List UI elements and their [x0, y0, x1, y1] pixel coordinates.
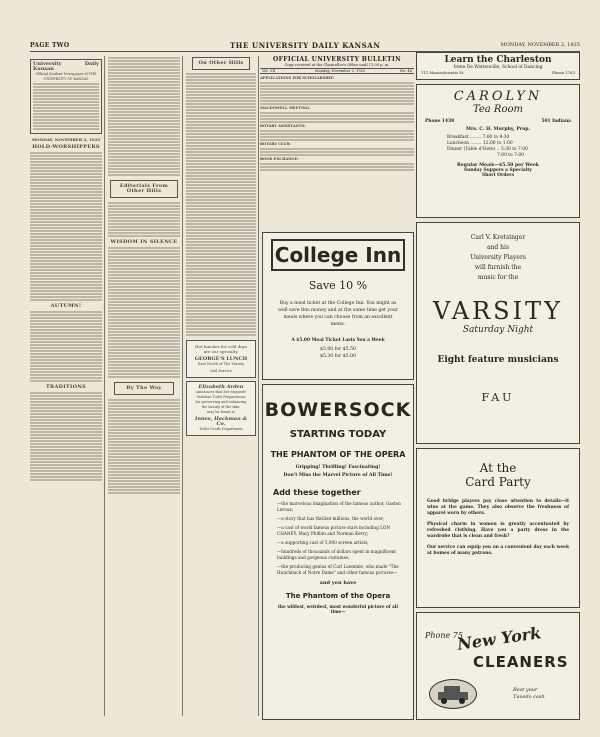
bulletin-notice-heading: ROTARY CLUB: — [260, 142, 291, 146]
ad-address: 711 Massachusetts St. — [421, 70, 465, 75]
ad-musicians: Eight feature musicians — [437, 355, 559, 365]
official-bulletin — [260, 56, 414, 230]
ad-line: may be found at — [207, 410, 235, 414]
section-heading-box — [192, 57, 250, 70]
ad-tagline: Rest your — [513, 687, 538, 693]
ad-closing: the wildest, weirdest, most wonderful picture of all time— — [278, 604, 398, 614]
ad-offer: Save 10 % — [308, 279, 368, 292]
ad-line: Toilet Goods Department — [199, 427, 243, 431]
masthead — [30, 40, 580, 52]
ad-short: Short Orders — [482, 173, 514, 178]
ad-name: GEORGE'S LUNCH — [194, 356, 248, 362]
ad-line: At the — [479, 461, 517, 475]
ad-new-york-cleaners — [416, 612, 580, 720]
cleaners-logo-icon — [429, 679, 477, 709]
ad-tag: FAU — [481, 391, 515, 404]
ad-line: and his — [486, 244, 510, 251]
ad-regular: Regular Meals—$5.50 per Week — [457, 163, 539, 168]
section-heading: On Other Hills — [198, 60, 244, 66]
ad-carolyn-tea-room — [416, 84, 580, 218]
ad-item: —the marvelous imagination of the famous author, Gaston Leroux; — [277, 501, 401, 512]
section-heading: Editorials From Other Hills — [119, 183, 169, 194]
ad-elizabeth-arden — [186, 381, 256, 436]
ad-ticket-line: A $5.00 Meal Ticket Lasts You a Week — [291, 338, 385, 343]
ad-body: Our service can equip you on a convenient day each week at homes of many patrons. — [427, 545, 569, 556]
ad-tagline: Gripping! Thrilling! Fascinating! — [295, 465, 381, 470]
ad-line: announces that her exquisite — [196, 390, 246, 394]
price-value: $5.00 — [342, 354, 356, 359]
meal-time: 7:00 to 7:00 — [497, 153, 524, 158]
car-icon — [430, 680, 476, 708]
meal-row: Breakfast ........ 7:00 to 8:30 — [447, 135, 510, 140]
ad-starting: STARTING TODAY — [289, 429, 387, 440]
ad-sunday: Sunday Suppers a Specialty — [463, 168, 532, 173]
ad-line: East North of The Varsity — [197, 362, 245, 366]
ad-name: Elizabeth Arden — [198, 384, 244, 390]
editorial-heading: AUTUMN! — [50, 303, 82, 309]
bulletin-no: No. 46 — [399, 69, 412, 73]
ad-miss: Don't Miss the Marvel Picture of All Time! — [283, 473, 393, 478]
ad-line: Owl Service — [210, 369, 232, 373]
paper-info-box — [30, 59, 102, 134]
ad-name: CAROLYN — [453, 89, 543, 104]
ad-brand: CLEANERS — [473, 653, 569, 671]
editorial-heading: WISDOM IN SILENCE — [110, 239, 178, 245]
ad-line: Venetian Toilet Preparations — [196, 395, 246, 399]
ad-name: BOWERSOCK — [264, 399, 412, 421]
meal-row — [447, 153, 579, 159]
bulletin-notice-heading: BOOK EXCHANGE: — [260, 157, 299, 161]
ad-tagline: Tuxedo cash — [513, 694, 545, 700]
bulletin-notice-heading: APPLICATIONS FOR SCHOLARSHIP: — [260, 76, 335, 80]
ad-line: the beauty of the skin, — [201, 405, 241, 409]
ad-phone: Phone 1438 — [425, 119, 455, 124]
ad-item: —a story that has thrilled millions, the world over; — [277, 516, 385, 521]
ad-line: University Players — [470, 254, 526, 261]
ad-result: The Phantom of the Opera — [285, 592, 391, 600]
column-editorial — [30, 56, 102, 716]
ad-name: VARSITY — [433, 297, 563, 325]
ad-bowersock — [262, 384, 414, 720]
ad-card-party — [416, 448, 580, 608]
ad-georges-lunch — [186, 340, 256, 378]
ad-college-inn — [262, 232, 414, 380]
meal-row: Dinner (Table d'Hote) .. 5:30 to 7:00 — [447, 147, 528, 152]
bulletin-issue-line — [260, 68, 414, 74]
ad-subtitle: Tea Room — [472, 104, 523, 115]
column-rule — [258, 56, 259, 716]
ad-line: Hot lunches for cold days — [195, 344, 247, 349]
paper-name: THE UNIVERSITY DAILY KANSAN — [230, 41, 381, 50]
ad-line: Carl V. Kretsinger — [470, 234, 526, 241]
ad-body: Good bridge players pay close attention to details—it wins at the game. They also observe the freshness of apparel worn by others. — [427, 499, 569, 516]
college-inn-banner — [271, 239, 405, 271]
ad-line: music for the — [477, 274, 519, 281]
price-value: $5.50 — [342, 347, 356, 352]
ad-item: —a supporting cast of 5,000 screen artists; — [277, 540, 369, 545]
price-row — [263, 346, 413, 353]
page-label: PAGE TWO — [30, 42, 70, 49]
masthead-date: MONDAY, NOVEMBER 2, 1925 — [500, 42, 580, 48]
ad-film: THE PHANTOM OF THE OPERA — [270, 450, 406, 459]
ad-address: 501 Indiana — [541, 119, 571, 124]
ad-item: —hundreds of thousands of dollars spent in magnificent buildings and gorgeous costumes; — [277, 549, 396, 560]
ad-body: Physical charm in women is greatly accentuated by refreshed clothing. Have you a party dress in the wardrobe that is clean and fresh? — [427, 522, 569, 539]
paper-box-subtitle: Official Student Newspaper of THE UNIVERSITY OF KANSAS — [35, 72, 97, 81]
ad-owner: Mrs. C. H. Murphy, Prop. — [465, 127, 531, 132]
meal-time: 12:00 to 1:00 — [482, 141, 513, 146]
bulletin-notice-heading: ROTARY ASSISTANTS: — [260, 124, 306, 128]
bulletin-vol: Vol. VII — [262, 69, 276, 73]
meal-time: 7:00 to 8:30 — [482, 135, 510, 140]
ad-name: College Inn — [274, 243, 402, 267]
meal-time: 5:30 to 7:00 — [500, 147, 528, 152]
ad-brand: New York — [456, 623, 543, 654]
column-editorials-other — [108, 56, 180, 716]
ad-subtitle: Saturday Night — [462, 325, 534, 335]
section-heading-box — [110, 180, 178, 198]
ad-subtitle: Irene De Wattenville, School of Dancing — [453, 65, 543, 70]
ad-line: will furnish the — [474, 264, 522, 271]
ad-phone: Phone 1763 — [552, 70, 575, 75]
editorial-heading: TRADITIONS — [45, 384, 87, 390]
editorial-date: MONDAY, NOVEMBER 2, 1925 — [31, 137, 101, 142]
bulletin-title: OFFICIAL UNIVERSITY BULLETIN — [272, 56, 402, 63]
paper-box-title: University Daily Kansan — [33, 61, 99, 72]
ad-line: are our specialty. — [203, 349, 239, 354]
bulletin-date: Monday, November 2, 1925 — [315, 69, 366, 73]
bulletin-subtitle: Copy received at the Chancellor's Office until 11:00 p. m. — [284, 63, 390, 67]
ad-shop: Innes, Hackman & Co. — [195, 416, 247, 427]
ad-item: —a cast of world famous picture stars including LON CHANEY, Mary Philbin and Norman Kerry; — [277, 525, 390, 536]
price: $5.30 for — [320, 354, 342, 359]
section-heading: By The Way — [126, 385, 162, 391]
ad-title: Learn the Charleston — [444, 55, 552, 65]
column-other-hills — [186, 56, 256, 716]
meal-label: Dinner (Table d'Hote) — [447, 147, 496, 152]
ad-dance-school — [416, 52, 580, 80]
column-rule — [104, 56, 105, 716]
meal-label: Luncheon — [447, 141, 469, 146]
meal-row: Luncheon ........ 12:00 to 1:00 — [447, 141, 513, 146]
meal-label: Breakfast — [447, 135, 469, 140]
ad-added-head: Add these together — [273, 488, 361, 497]
price: $5.00 for — [320, 347, 342, 352]
ad-item: —the producing genius of Carl Laemmle, who made "The Hunchback of Notre Dame" and other famous pictures— — [277, 564, 399, 575]
ad-body: Buy a meal ticket at the College Inn. You might as well save this money and at the same time get your meals where you can choose from an excellent menu. — [278, 301, 398, 327]
ad-and-you: and you have — [319, 580, 357, 586]
ad-phone: Phone 75 — [425, 631, 463, 640]
column-rule — [182, 56, 183, 716]
section-heading-box — [114, 382, 174, 395]
price-row — [263, 353, 413, 360]
ad-line: for preserving and enhancing — [195, 400, 247, 404]
bulletin-notice-heading: MACDOWELL MEETING: — [260, 106, 311, 110]
editorial-heading: HOLD-WORSHIPPERS — [32, 144, 100, 150]
ad-line: Card Party — [465, 475, 531, 489]
ad-varsity — [416, 222, 580, 444]
